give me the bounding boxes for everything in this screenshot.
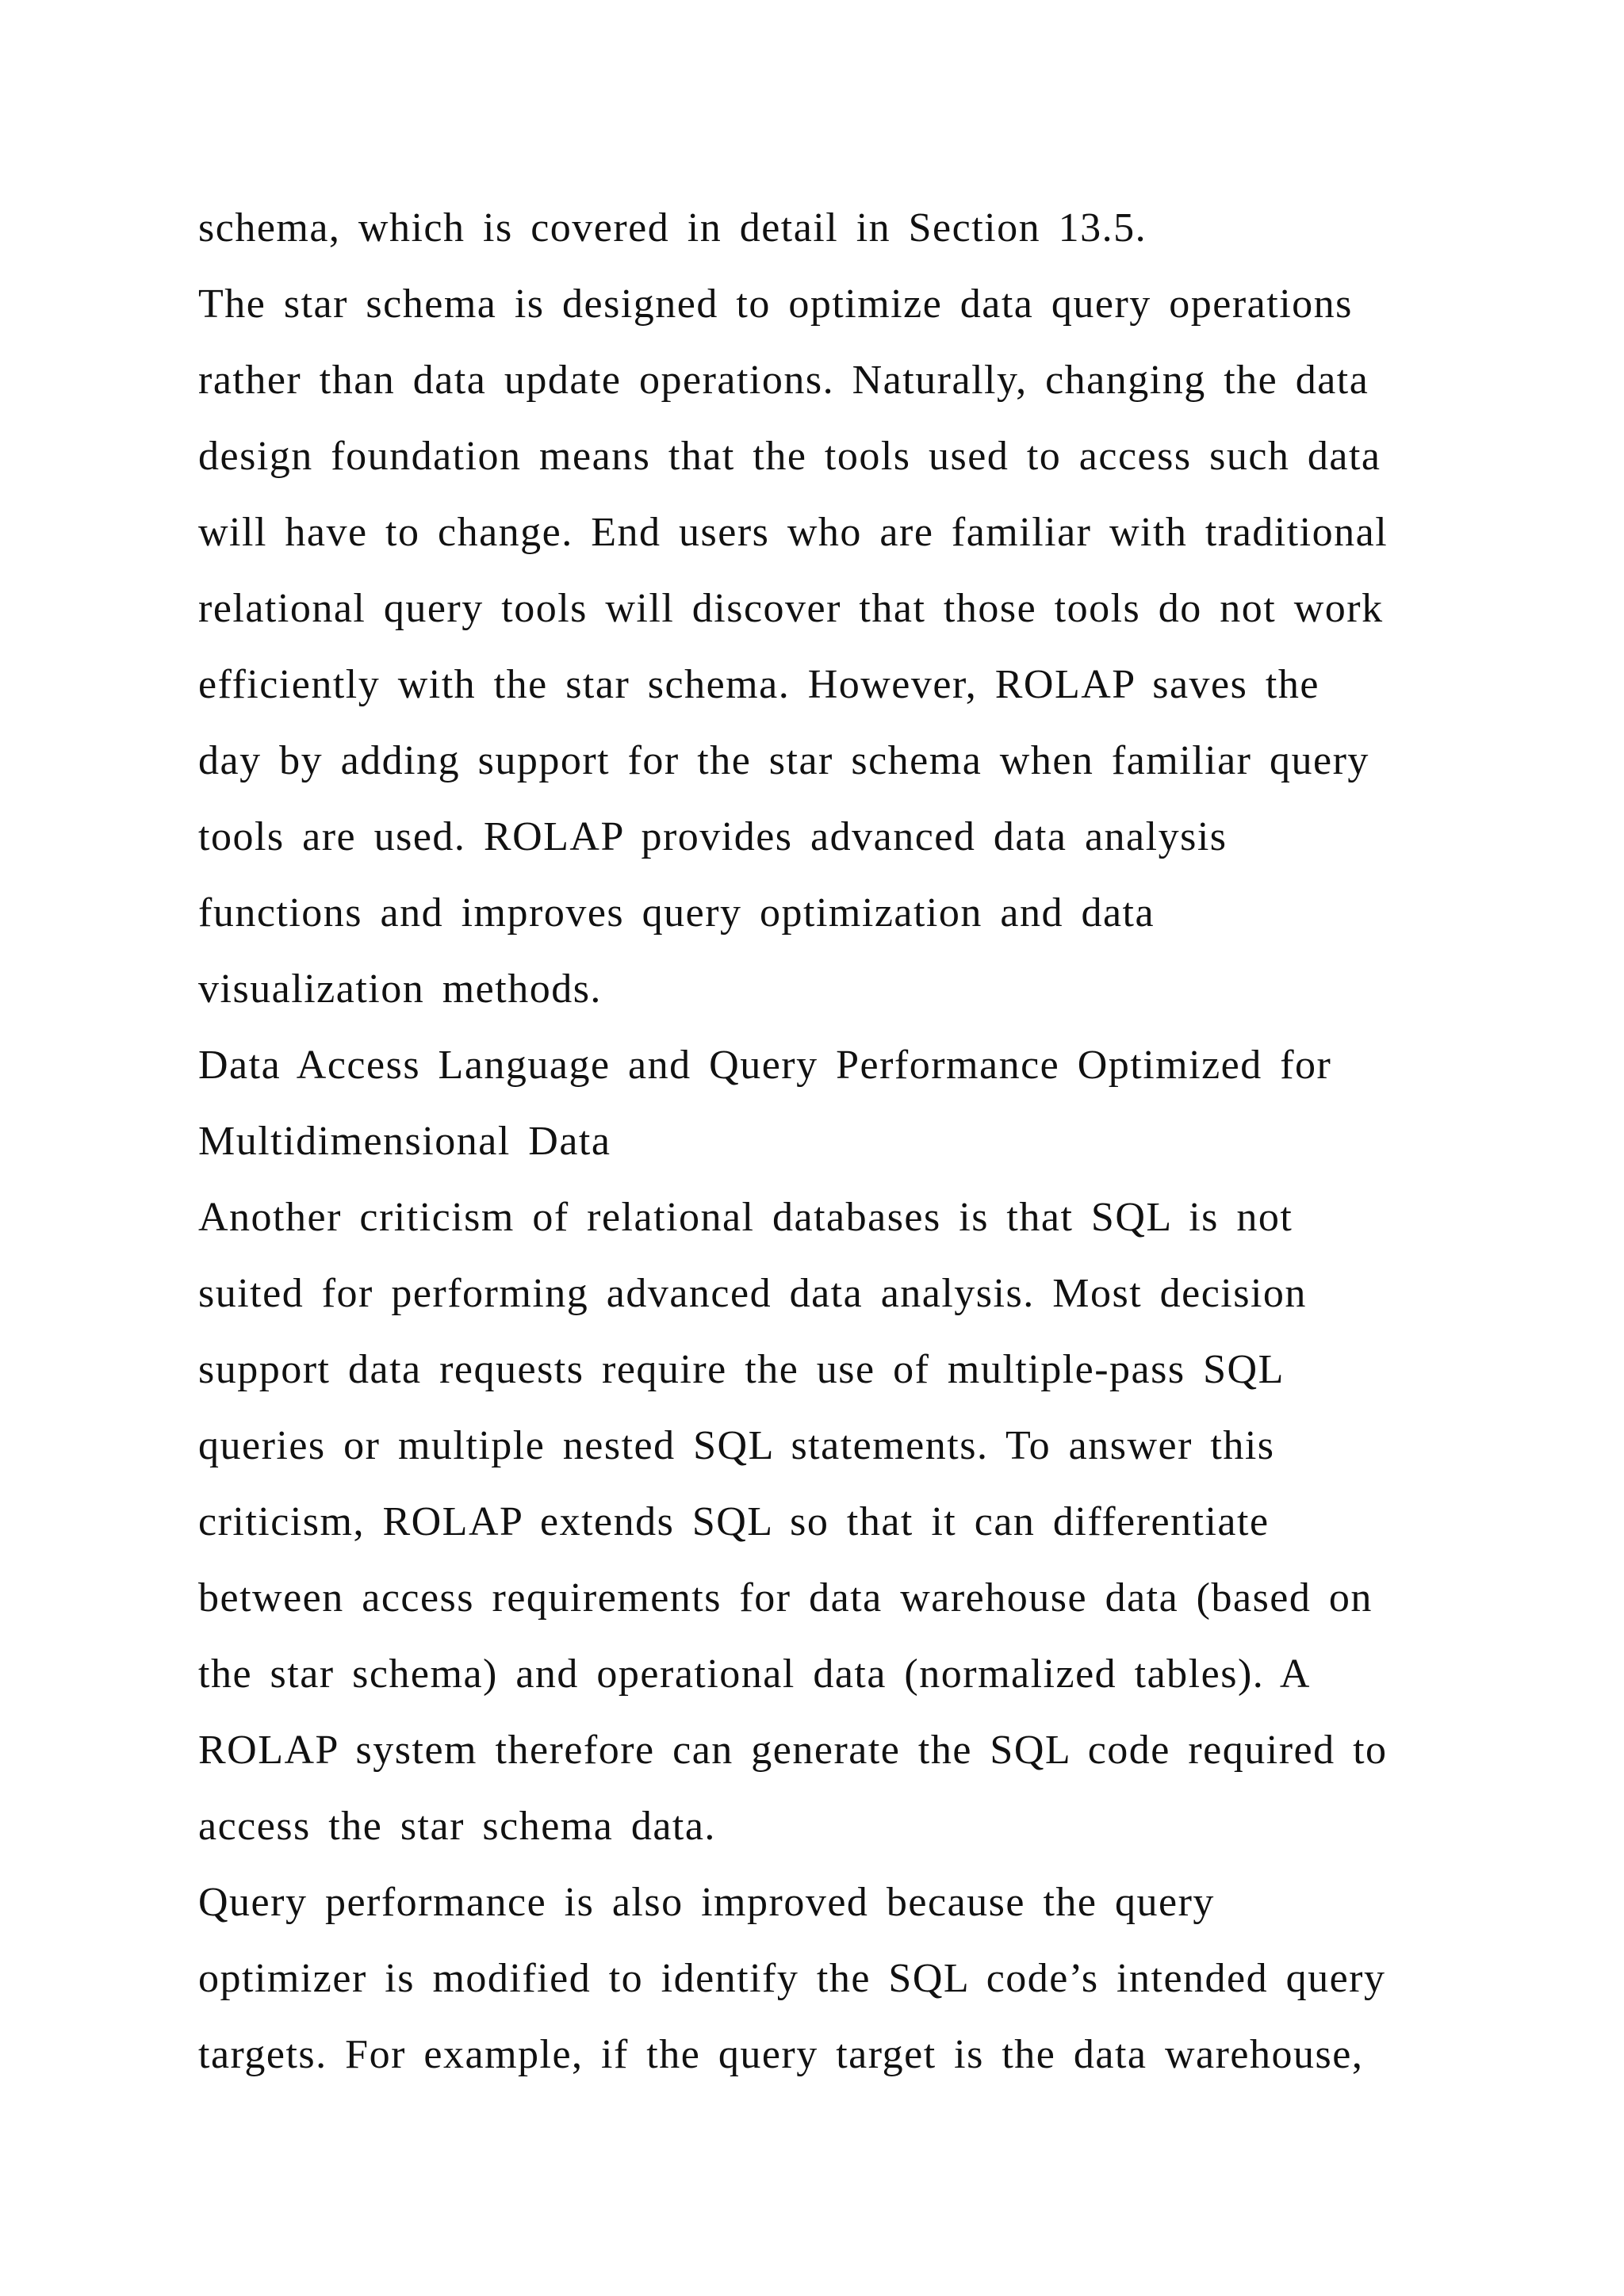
text-line: Query performance is also improved because the query (198, 1880, 1215, 1925)
text-line: criticism, ROLAP extends SQL so that it can differentiate (198, 1499, 1270, 1544)
text-line: efficiently with the star schema. However, ROLAP saves the (198, 662, 1320, 707)
text-line: day by adding support for the star schema when familiar query (198, 738, 1369, 783)
text-line: access the star schema data. (198, 1804, 716, 1849)
text-line: functions and improves query optimization and data (198, 890, 1155, 936)
text-line: will have to change. End users who are familiar with traditional (198, 510, 1388, 555)
text-line: Another criticism of relational databases is that SQL is not (198, 1195, 1293, 1240)
text-line: design foundation means that the tools used to access such data (198, 434, 1381, 479)
text-line: targets. For example, if the query target is the data warehouse, (198, 2032, 1364, 2077)
text-line: the star schema) and operational data (normalized tables). A (198, 1651, 1311, 1697)
text-line: between access requirements for data warehouse data (based on (198, 1575, 1373, 1621)
section-heading-line: Data Access Language and Query Performance Optimized for (198, 1043, 1332, 1088)
text-line: relational query tools will discover that those tools do not work (198, 586, 1384, 631)
text-line: optimizer is modified to identify the SQL code’s intended query (198, 1956, 1386, 2001)
text-line: support data requests require the use of multiple-pass SQL (198, 1347, 1285, 1392)
text-line: schema, which is covered in detail in Section 13.5. (198, 205, 1147, 251)
text-line: The star schema is designed to optimize data query operations (198, 281, 1353, 327)
body-text (198, 190, 1467, 2093)
text-line: visualization methods. (198, 966, 602, 1012)
text-line: suited for performing advanced data analysis. Most decision (198, 1271, 1307, 1316)
text-line: ROLAP system therefore can generate the SQL code required to (198, 1728, 1388, 1773)
section-heading-line: Multidimensional Data (198, 1119, 611, 1164)
text-line: rather than data update operations. Naturally, changing the data (198, 358, 1369, 403)
text-line: queries or multiple nested SQL statements. To answer this (198, 1423, 1275, 1468)
text-line: tools are used. ROLAP provides advanced data analysis (198, 814, 1228, 859)
